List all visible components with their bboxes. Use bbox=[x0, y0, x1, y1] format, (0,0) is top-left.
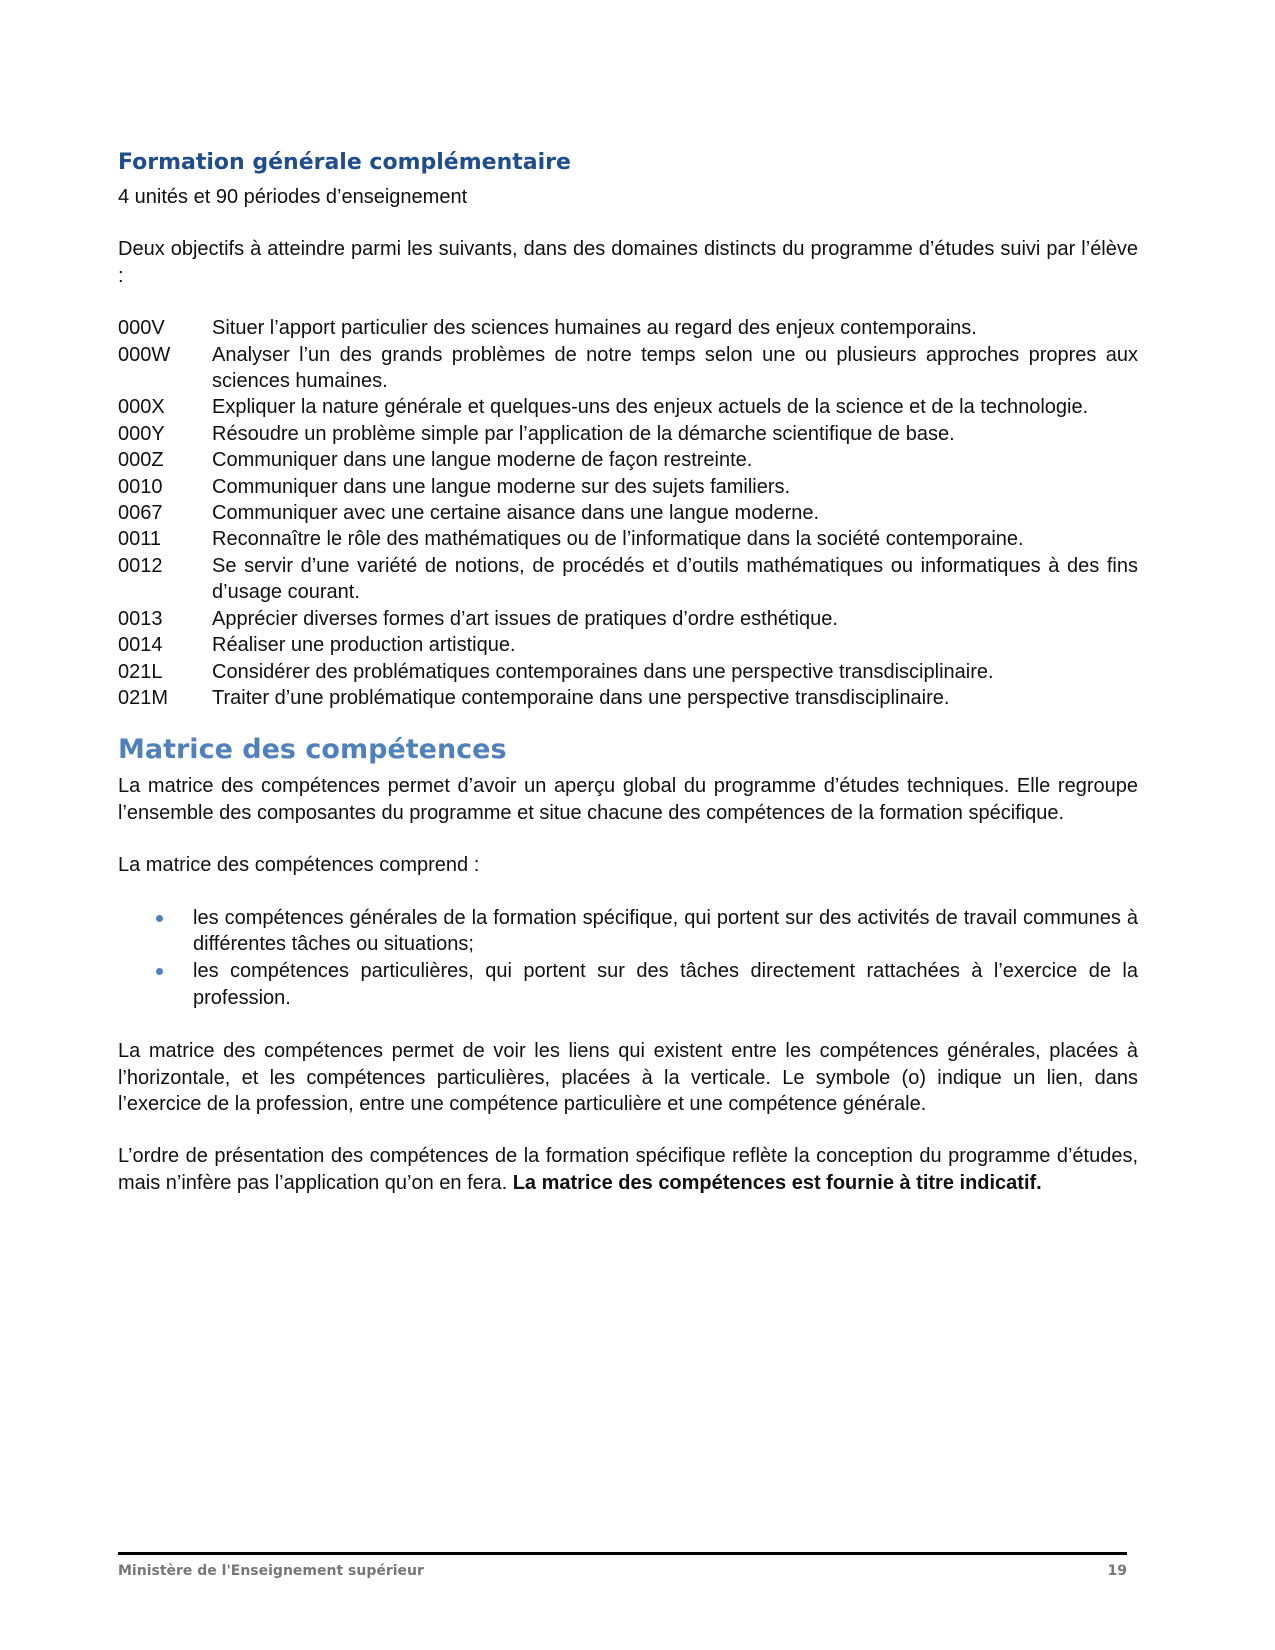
objective-text: Analyser l’un des grands problèmes de notre temps selon une ou plusieurs approches propres aux sciences humaines. bbox=[212, 343, 1138, 393]
page-content bbox=[118, 148, 1138, 1196]
objective-code: 000Y bbox=[118, 422, 165, 445]
objective-item bbox=[118, 474, 1138, 500]
objective-code: 0011 bbox=[118, 528, 162, 551]
objective-code: 000V bbox=[118, 317, 165, 340]
objective-item bbox=[118, 421, 1138, 447]
objective-code: 0014 bbox=[118, 634, 163, 657]
objective-text: Communiquer avec une certaine aisance dans une langue moderne. bbox=[212, 502, 820, 525]
bullet-list bbox=[118, 905, 1138, 1012]
objective-text: Se servir d’une variété de notions, de procédés et d’outils mathématiques ou informatiques à des fins d’usage courant. bbox=[212, 554, 1138, 604]
objective-text: Apprécier diverses formes d’art issues de pratiques d’ordre esthétique. bbox=[212, 607, 838, 630]
paragraph: La matrice des compétences permet de voir les liens qui existent entre les compétences générales, placées à l’horizontale, et les compétences particulières, placées à la verticale. Le symbole (o) indique un lien, dans l’exercice de la profession, entre une compétence particulière et une compétence générale. bbox=[118, 1040, 1138, 1115]
objective-text: Expliquer la nature générale et quelques-uns des enjeux actuels de la science et de la technologie. bbox=[212, 396, 1089, 419]
objective-text: Réaliser une production artistique. bbox=[212, 634, 516, 657]
objective-text: Situer l’apport particulier des sciences humaines au regard des enjeux contemporains. bbox=[212, 317, 977, 340]
footer bbox=[118, 1558, 1127, 1584]
objective-item bbox=[118, 632, 1138, 658]
page-number: 19 bbox=[1107, 1563, 1127, 1579]
objective-item bbox=[118, 685, 1138, 711]
objective-item bbox=[118, 553, 1138, 606]
objective-item bbox=[118, 342, 1138, 395]
units-text: 4 unités et 90 périodes d’enseignement bbox=[118, 186, 468, 208]
objective-item bbox=[118, 394, 1138, 420]
section-heading-formation: Formation générale complémentaire bbox=[118, 150, 571, 175]
paragraph: La matrice des compétences comprend : bbox=[118, 854, 480, 877]
objectives-list bbox=[118, 315, 1138, 711]
objective-code: 021L bbox=[118, 660, 163, 683]
objective-text: Communiquer dans une langue moderne sur des sujets familiers. bbox=[212, 475, 791, 498]
objective-code: 0013 bbox=[118, 607, 163, 630]
objective-code: 0067 bbox=[118, 502, 163, 525]
bullet-icon bbox=[156, 915, 163, 922]
footer-divider bbox=[118, 1552, 1127, 1555]
objective-text: Traiter d’une problématique contemporaine dans une perspective transdisciplinaire. bbox=[212, 686, 950, 709]
paragraph: La matrice des compétences permet d’avoir un aperçu global du programme d’études techniques. Elle regroupe l’ensemble des composantes du programme et situe chacune des compétences de la formation spécifique. bbox=[118, 775, 1138, 824]
objective-code: 0012 bbox=[118, 554, 163, 577]
objective-text: Résoudre un problème simple par l’application de la démarche scientifique de base. bbox=[212, 422, 955, 445]
objective-text: Considérer des problématiques contemporaines dans une perspective transdisciplinaire. bbox=[212, 660, 994, 683]
footer-ministry: Ministère de l'Enseignement supérieur bbox=[118, 1563, 424, 1579]
objective-code: 000Z bbox=[118, 449, 164, 472]
objective-text: Communiquer dans une langue moderne de façon restreinte. bbox=[212, 449, 753, 472]
objective-text: Reconnaître le rôle des mathématiques ou de l’informatique dans la société contemporaine. bbox=[212, 528, 1024, 551]
paragraph: L’ordre de présentation des compétences de la formation spécifique reflète la conception du programme d’études, mais n’infère pas l’application qu’on en fera. La matrice des compétences est fournie à titre indicatif. bbox=[118, 1145, 1138, 1194]
objective-code: 000W bbox=[118, 343, 171, 366]
objective-code: 000X bbox=[118, 396, 165, 419]
objective-item bbox=[118, 315, 1138, 341]
objective-code: 021M bbox=[118, 686, 169, 709]
objective-item bbox=[118, 659, 1138, 685]
objective-item bbox=[118, 500, 1138, 526]
list-item: les compétences particulières, qui portent sur des tâches directement rattachées à l’exercice de la profession. bbox=[118, 958, 1138, 1011]
objective-item bbox=[118, 447, 1138, 473]
bold-note: La matrice des compétences est fournie à titre indicatif. bbox=[512, 1171, 1042, 1194]
section-heading-matrice: Matrice des compétences bbox=[118, 734, 507, 766]
list-item: les compétences générales de la formation spécifique, qui portent sur des activités de travail communes à différentes tâches ou situations; bbox=[118, 905, 1138, 958]
intro-text: Deux objectifs à atteindre parmi les suivants, dans des domaines distincts du programme d’études suivi par l’élève : bbox=[118, 238, 1138, 287]
objective-code: 0010 bbox=[118, 475, 163, 498]
objective-item bbox=[118, 526, 1138, 552]
objective-item bbox=[118, 606, 1138, 632]
bullet-icon bbox=[156, 968, 163, 975]
